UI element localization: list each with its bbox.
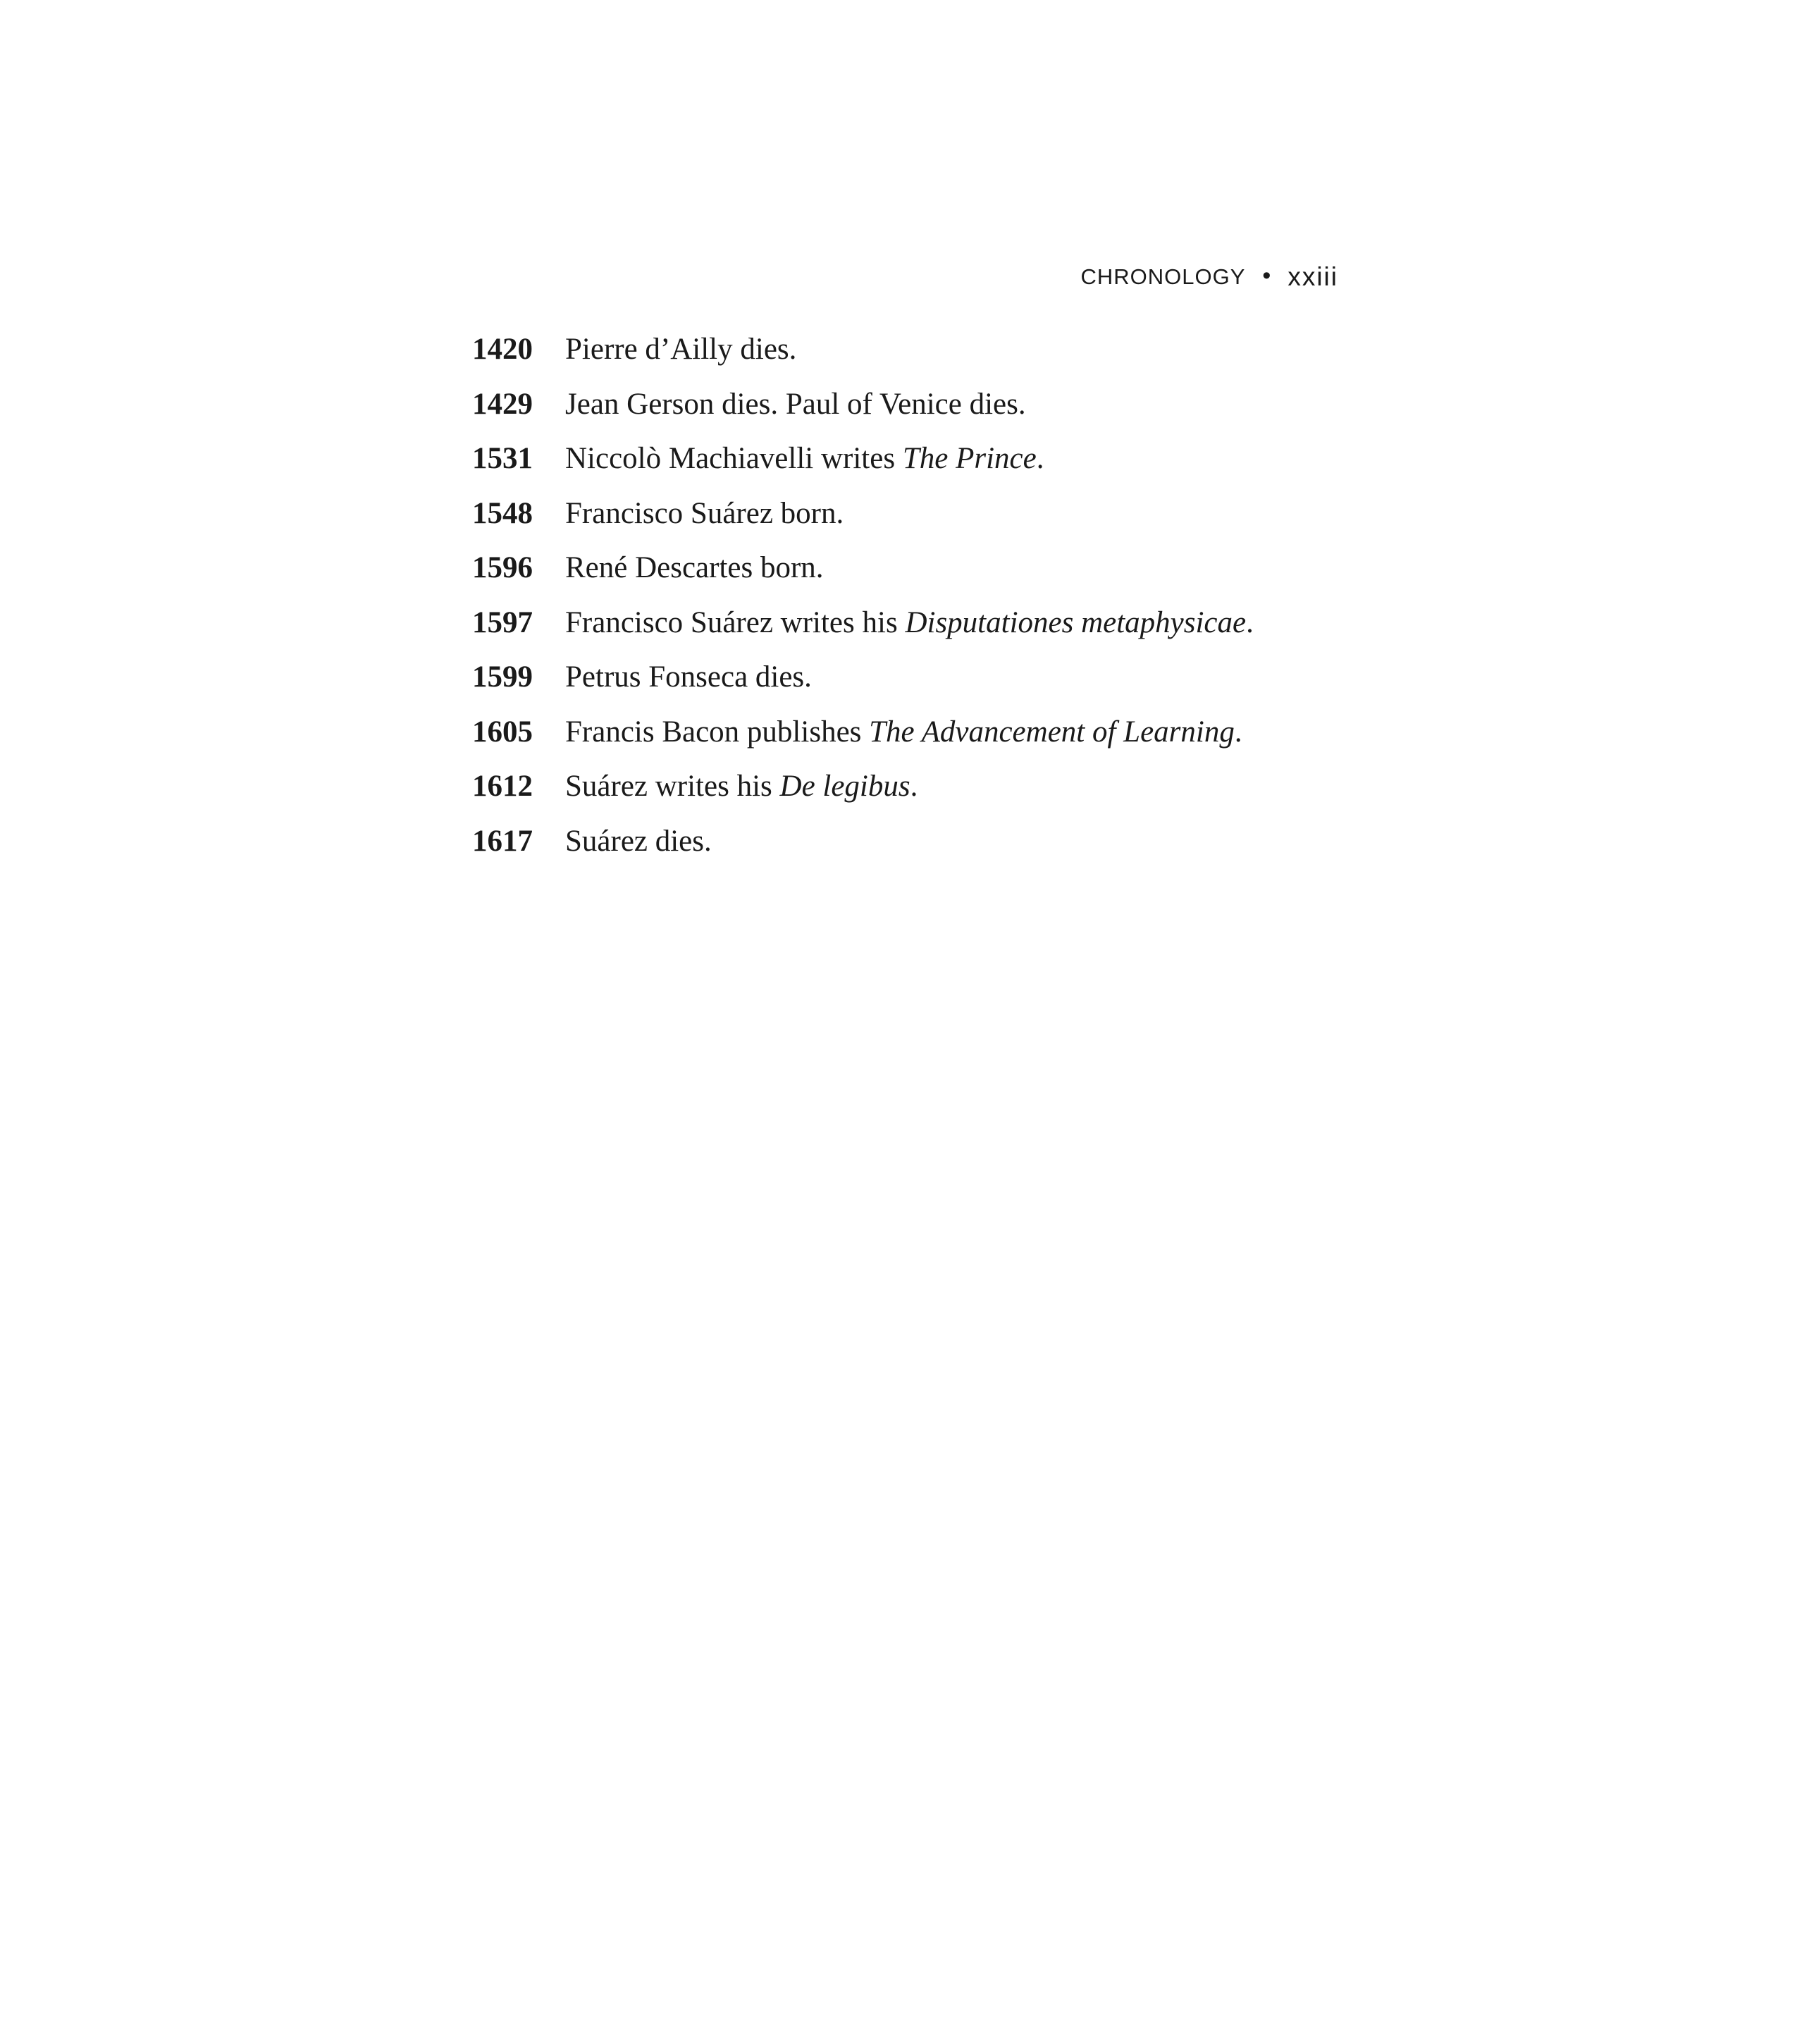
chronology-entry [472,602,1254,657]
chronology-entry [472,765,1254,820]
event-text: Francisco Suárez writes his [565,605,906,639]
work-title: De legibus [779,770,910,803]
entry-event [565,820,712,863]
chronology-entry [472,328,1254,383]
work-title: The Prince [902,442,1037,475]
entry-year: 1612 [472,770,533,803]
work-title: Disputationes metaphysicae [905,605,1247,639]
event-text: . [1246,605,1254,639]
event-text: Niccolò Machiavelli writes [565,442,903,475]
chronology-entry [472,438,1254,493]
entry-event [565,493,844,535]
event-text: Francis Bacon publishes [565,715,870,749]
chronology-entry [472,383,1254,438]
entry-event [565,328,796,371]
entry-event [565,765,918,808]
entry-year: 1420 [472,333,533,366]
event-text: Suárez writes his [565,770,780,803]
entry-year: 1597 [472,605,533,639]
work-title: The Advancement of Learning [869,715,1235,749]
entry-year: 1596 [472,551,533,584]
entry-event [565,438,1044,480]
entry-event [565,547,824,589]
entry-event [565,656,812,698]
page-number: xxiii [1287,262,1338,291]
event-text: René Descartes born. [565,551,824,584]
event-text: Suárez dies. [565,824,712,858]
event-text: . [1036,442,1044,475]
running-head [1081,262,1339,292]
chronology-list [472,328,1254,875]
event-text: . [1234,715,1242,749]
entry-event [565,383,1026,426]
chronology-entry [472,547,1254,602]
entry-event [565,711,1242,753]
entry-year: 1617 [472,824,533,858]
entry-year: 1531 [472,442,533,475]
chronology-entry [472,711,1254,766]
event-text: . [910,770,918,803]
chronology-entry [472,493,1254,548]
event-text: Petrus Fonseca dies. [565,660,812,694]
entry-event [565,602,1254,644]
running-head-bullet: • [1262,261,1271,289]
entry-year: 1429 [472,387,533,421]
entry-year: 1605 [472,715,533,749]
event-text: Francisco Suárez born. [565,496,844,530]
chronology-entry [472,656,1254,711]
event-text: Jean Gerson dies. Paul of Venice dies. [565,387,1026,421]
event-text: Pierre d’Ailly dies. [565,333,797,366]
chronology-entry [472,820,1254,875]
running-head-section: CHRONOLOGY [1080,264,1246,289]
entry-year: 1599 [472,660,533,694]
entry-year: 1548 [472,496,533,530]
